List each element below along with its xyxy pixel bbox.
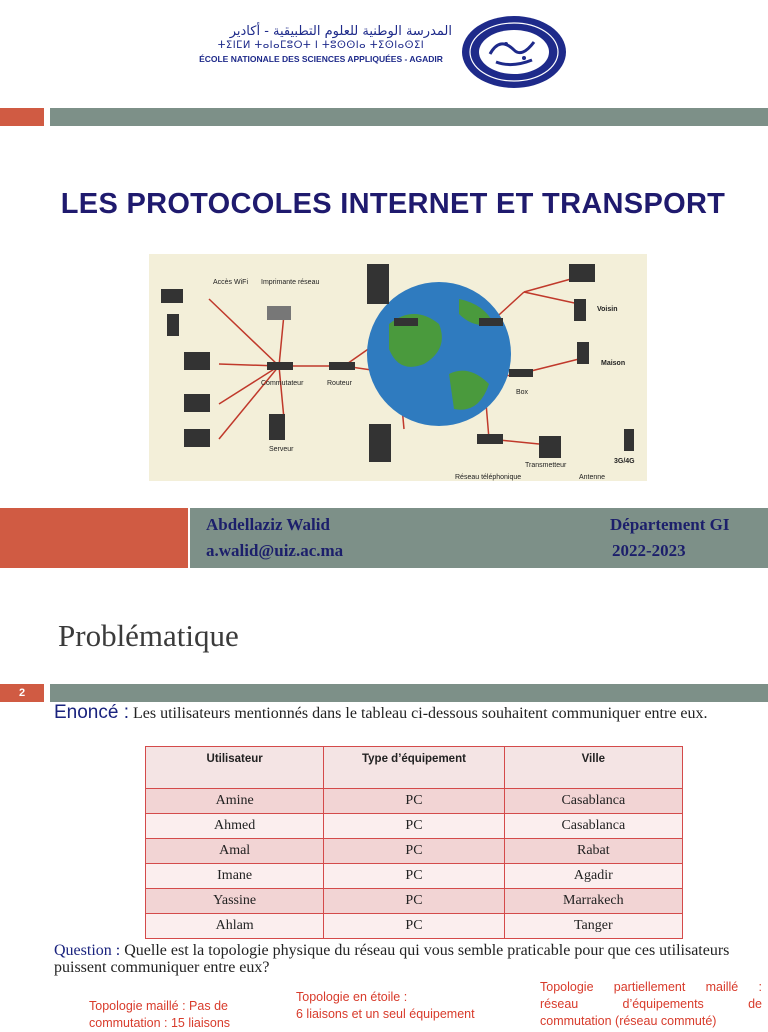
cell-equipment: PC — [324, 864, 504, 889]
option-etoile-line1: Topologie en étoile : — [296, 990, 408, 1004]
cell-user: Ahlam — [146, 914, 324, 939]
school-name-arabic: المدرسة الوطنية للعلوم التطبيقية - أكادير — [229, 24, 452, 39]
cell-user: Yassine — [146, 889, 324, 914]
option-maille — [89, 998, 230, 1032]
users-table — [145, 746, 683, 939]
network-diagram-image — [149, 254, 647, 481]
table-row — [146, 889, 683, 914]
cell-city: Rabat — [504, 839, 682, 864]
column-header-utilisateur: Utilisateur — [146, 747, 324, 789]
option-etoile — [296, 989, 475, 1023]
table-row — [146, 914, 683, 939]
cell-user: Ahmed — [146, 814, 324, 839]
label-3g4g: 3G/4G — [614, 458, 635, 465]
department-info — [610, 512, 729, 564]
column-header-ville: Ville — [504, 747, 682, 789]
cell-equipment: PC — [324, 889, 504, 914]
question-text: Quelle est la topologie physique du réseau qui vous semble praticable pour que ces utilisateurs puissent communiquer entre eux? — [54, 942, 730, 976]
table-header-row — [146, 747, 683, 789]
author-name: Abdellaziz Walid — [206, 515, 330, 534]
author-email: a.walid@uiz.ac.ma — [206, 541, 344, 560]
cell-user: Amine — [146, 789, 324, 814]
department-name: Département GI — [610, 515, 730, 534]
cell-city: Casablanca — [504, 789, 682, 814]
label-commutateur: Commutateur — [261, 380, 304, 387]
cell-city: Casablanca — [504, 814, 682, 839]
option-partiel-line2: réseau d’équipements de — [540, 997, 762, 1011]
label-reseau-telephonique: Réseau téléphonique — [455, 474, 522, 481]
university-seal-logo — [460, 14, 568, 90]
academic-year: 2022-2023 — [612, 541, 686, 560]
table-row — [146, 814, 683, 839]
label-transmetteur: Transmetteur — [525, 462, 567, 469]
slide-number: 2 — [0, 684, 44, 702]
cell-user: Imane — [146, 864, 324, 889]
table-row — [146, 789, 683, 814]
table-row — [146, 864, 683, 889]
option-partiellement-maille — [540, 979, 762, 1030]
question-label: Question : — [54, 942, 121, 959]
enonce-label: Enoncé : — [54, 702, 129, 723]
top-bar-grey — [50, 108, 768, 126]
label-maison: Maison — [601, 360, 626, 367]
cell-city: Agadir — [504, 864, 682, 889]
cell-equipment: PC — [324, 839, 504, 864]
cell-city: Tanger — [504, 914, 682, 939]
label-imprimante: Imprimante réseau — [261, 279, 320, 286]
author-bar-accent-red — [0, 508, 188, 568]
option-partiel-line3: commutation (réseau commuté) — [540, 1014, 717, 1028]
top-bar-accent-red — [0, 108, 44, 126]
author-info — [206, 512, 343, 564]
cell-equipment: PC — [324, 789, 504, 814]
table-row — [146, 839, 683, 864]
cell-user: Amal — [146, 839, 324, 864]
label-box: Box — [516, 389, 529, 396]
slide-title: LES PROTOCOLES INTERNET ET TRANSPORT — [60, 188, 726, 220]
school-name-french: ÉCOLE NATIONALE DES SCIENCES APPLIQUÉES - AGADIR — [199, 54, 443, 64]
label-voisin: Voisin — [597, 306, 618, 313]
slide-2-header-bar — [50, 684, 768, 702]
enonce-text: Les utilisateurs mentionnés dans le tableau ci-dessous souhaitent communiquer entre eux. — [133, 705, 708, 722]
option-maille-line2: commutation : 15 liaisons — [89, 1016, 231, 1030]
slide-2-title: Problématique — [58, 618, 239, 653]
cell-equipment: PC — [324, 814, 504, 839]
label-acces-wifi: Accès WiFi — [213, 279, 248, 286]
column-header-type-equipement: Type d’équipement — [324, 747, 504, 789]
option-maille-line1: Topologie maillé : Pas de — [89, 999, 228, 1013]
school-name-tifinagh: ⵜⵉⵏⵎⵍ ⵜⴰⵏⴰⵎⵓⵔⵜ ⵏ ⵜⵓⵙⵙⵏⴰ ⵜⵉⵙⵏⴰⵙⵉⵏ — [217, 40, 425, 51]
option-etoile-line2: 6 liaisons et un seul équipement — [296, 1007, 475, 1021]
label-antenne: Antenne — [579, 474, 606, 481]
question-paragraph — [54, 942, 754, 976]
enonce-paragraph — [54, 703, 754, 723]
cell-equipment: PC — [324, 914, 504, 939]
option-partiel-line1: Topologie partiellement maillé : — [540, 980, 762, 994]
label-serveur: Serveur — [269, 446, 294, 453]
cell-city: Marrakech — [504, 889, 682, 914]
label-routeur: Routeur — [327, 380, 352, 387]
